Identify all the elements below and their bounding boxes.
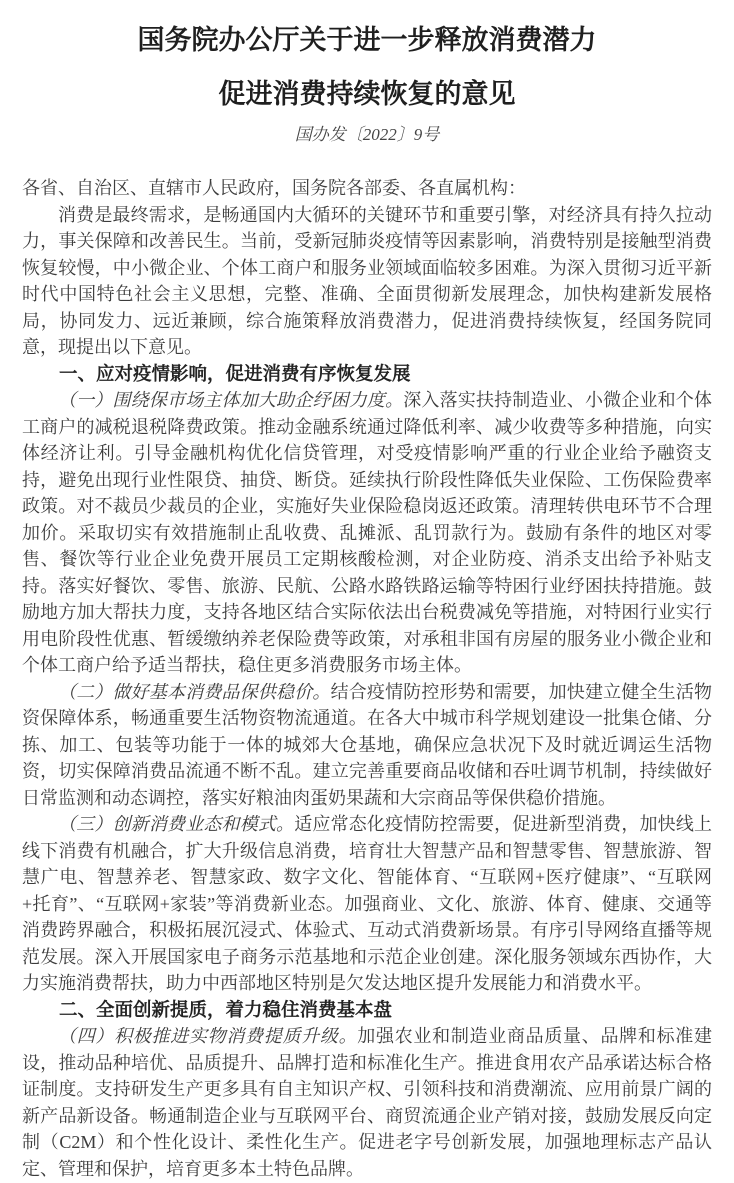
document-number: 国办发〔2022〕9号 [294,125,440,144]
section-2 [22,997,712,1183]
document-body [22,175,712,1182]
clause-3-paragraph [22,811,712,997]
section-2-heading: 二、全面创新提质，着力稳住消费基本盘 [59,998,393,1020]
clause-3-body: 适应常态化疫情防控需要，促进新型消费，加快线上线下消费有机融合，扩大升级信息消费，培育壮大智慧产品和智慧零售、智慧旅游、智慧广电、智慧养老、智慧家政、数字文化、智能体育、“互联网+医疗健康”、“互联网+托育”、“互联网+家装”等消费新业态。加强商业、文化、旅游、体育、健康、交通等消费跨界融合，积极拓展沉浸式、体验式、互动式消费新场景。有序引导网络直播等规范发展。深入开展国家电子商务示范基地和示范企业创建。深化服务领域东西协作，大力实施消费帮扶，助力中西部地区特别是欠发达地区提升发展能力和消费水平。 [22,814,713,993]
clause-2-lead: （二）做好基本消费品保供稳价。 [58,681,331,702]
intro-paragraph: 消费是最终需求，是畅通国内大循环的关键环节和重要引擎，对经济具有持久拉动力，事关保障和改善民生。当前，受新冠肺炎疫情等因素影响，消费特别是接触型消费恢复较慢，中小微企业、个体工商户和服务业领域面临较多困难。为深入贯彻习近平新时代中国特色社会主义思想，完整、准确、全面贯彻新发展理念，加快构建新发展格局，协同发力、远近兼顾，综合施策释放消费潜力，促进消费持续恢复，经国务院同意，现提出以下意见。 [22,204,712,357]
clause-2-paragraph [22,679,712,812]
section-1 [22,361,712,997]
clause-1-body: 深入落实扶持制造业、小微企业和个体工商户的减税退税降费政策。推动金融系统通过降低利率、减少收费等多种措施，向实体经济让利。引导金融机构优化信贷管理，对受疫情影响严重的行业企业给予融资支持，避免出现行业性限贷、抽贷、断贷。延续执行阶段性降低失业保险、工伤保险费率政策。对不裁员少裁员的企业，实施好失业保险稳岗返还政策。清理转供电环节不合理加价。采取切实有效措施制止乱收费、乱摊派、乱罚款行为。鼓励有条件的地区对零售、餐饮等行业企业免费开展员工定期核酸检测，对企业防疫、消杀支出给予补贴支持。落实好餐饮、零售、旅游、民航、公路水路铁路运输等特困行业纾困扶持措施。鼓励地方加大帮扶力度，支持各地区结合实际依法出台税费减免等措施，对特困行业实行用电阶段性优惠、暂缓缴纳养老保险费等政策，对承租非国有房屋的服务业小微企业和个体工商户给予适当帮扶，稳住更多消费服务市场主体。 [22,390,713,675]
document-title-line-2: 促进消费持续恢复的意见 [218,79,516,109]
salutation: 各省、自治区、直辖市人民政府，国务院各部委、各直属机构： [22,178,526,198]
section-1-heading: 一、应对疫情影响，促进消费有序恢复发展 [59,362,411,384]
clause-3-lead: （三）创新消费业态和模式。 [58,814,295,834]
document-title-line-1: 国务院办公厅关于进一步释放消费潜力 [137,25,597,55]
clause-4-body: 加强农业和制造业商品质量、品牌和标准建设，推动品种培优、品质提升、品牌打造和标准化生产。推进食用农产品承诺达标合格证制度。支持研发生产更多具有自主知识产权、引领科技和消费潮流、应用前景广阔的新产品新设备。畅通制造企业与互联网平台、商贸流通企业产销对接，鼓励发展反向定制（C2M）和个性化设计、柔性化生产。促进老字号创新发展，加强地理标志产品认定、管理和保护，培育更多本土特色品牌。 [22,1026,713,1179]
clause-4-lead: （四）积极推进实物消费提质升级。 [58,1026,358,1046]
clause-4-paragraph [22,1023,712,1182]
clause-2-body: 结合疫情防控形势和需要，加快建立健全生活物资保障体系，畅通重要生活物资物流通道。在各大中城市科学规划建设一批集仓储、分拣、加工、包装等功能于一体的城郊大仓基地，确保应急状况下及时就近调运生活物资，切实保障消费品流通不断不乱。建立完善重要商品收储和吞吐调节机制，持续做好日常监测和动态调控，落实好粮油肉蛋奶果蔬和大宗商品等保供稳价措施。 [22,681,713,808]
clause-1-paragraph [22,387,712,679]
clause-1-lead: （一）围绕保市场主体加大助企纾困力度。 [58,390,404,410]
